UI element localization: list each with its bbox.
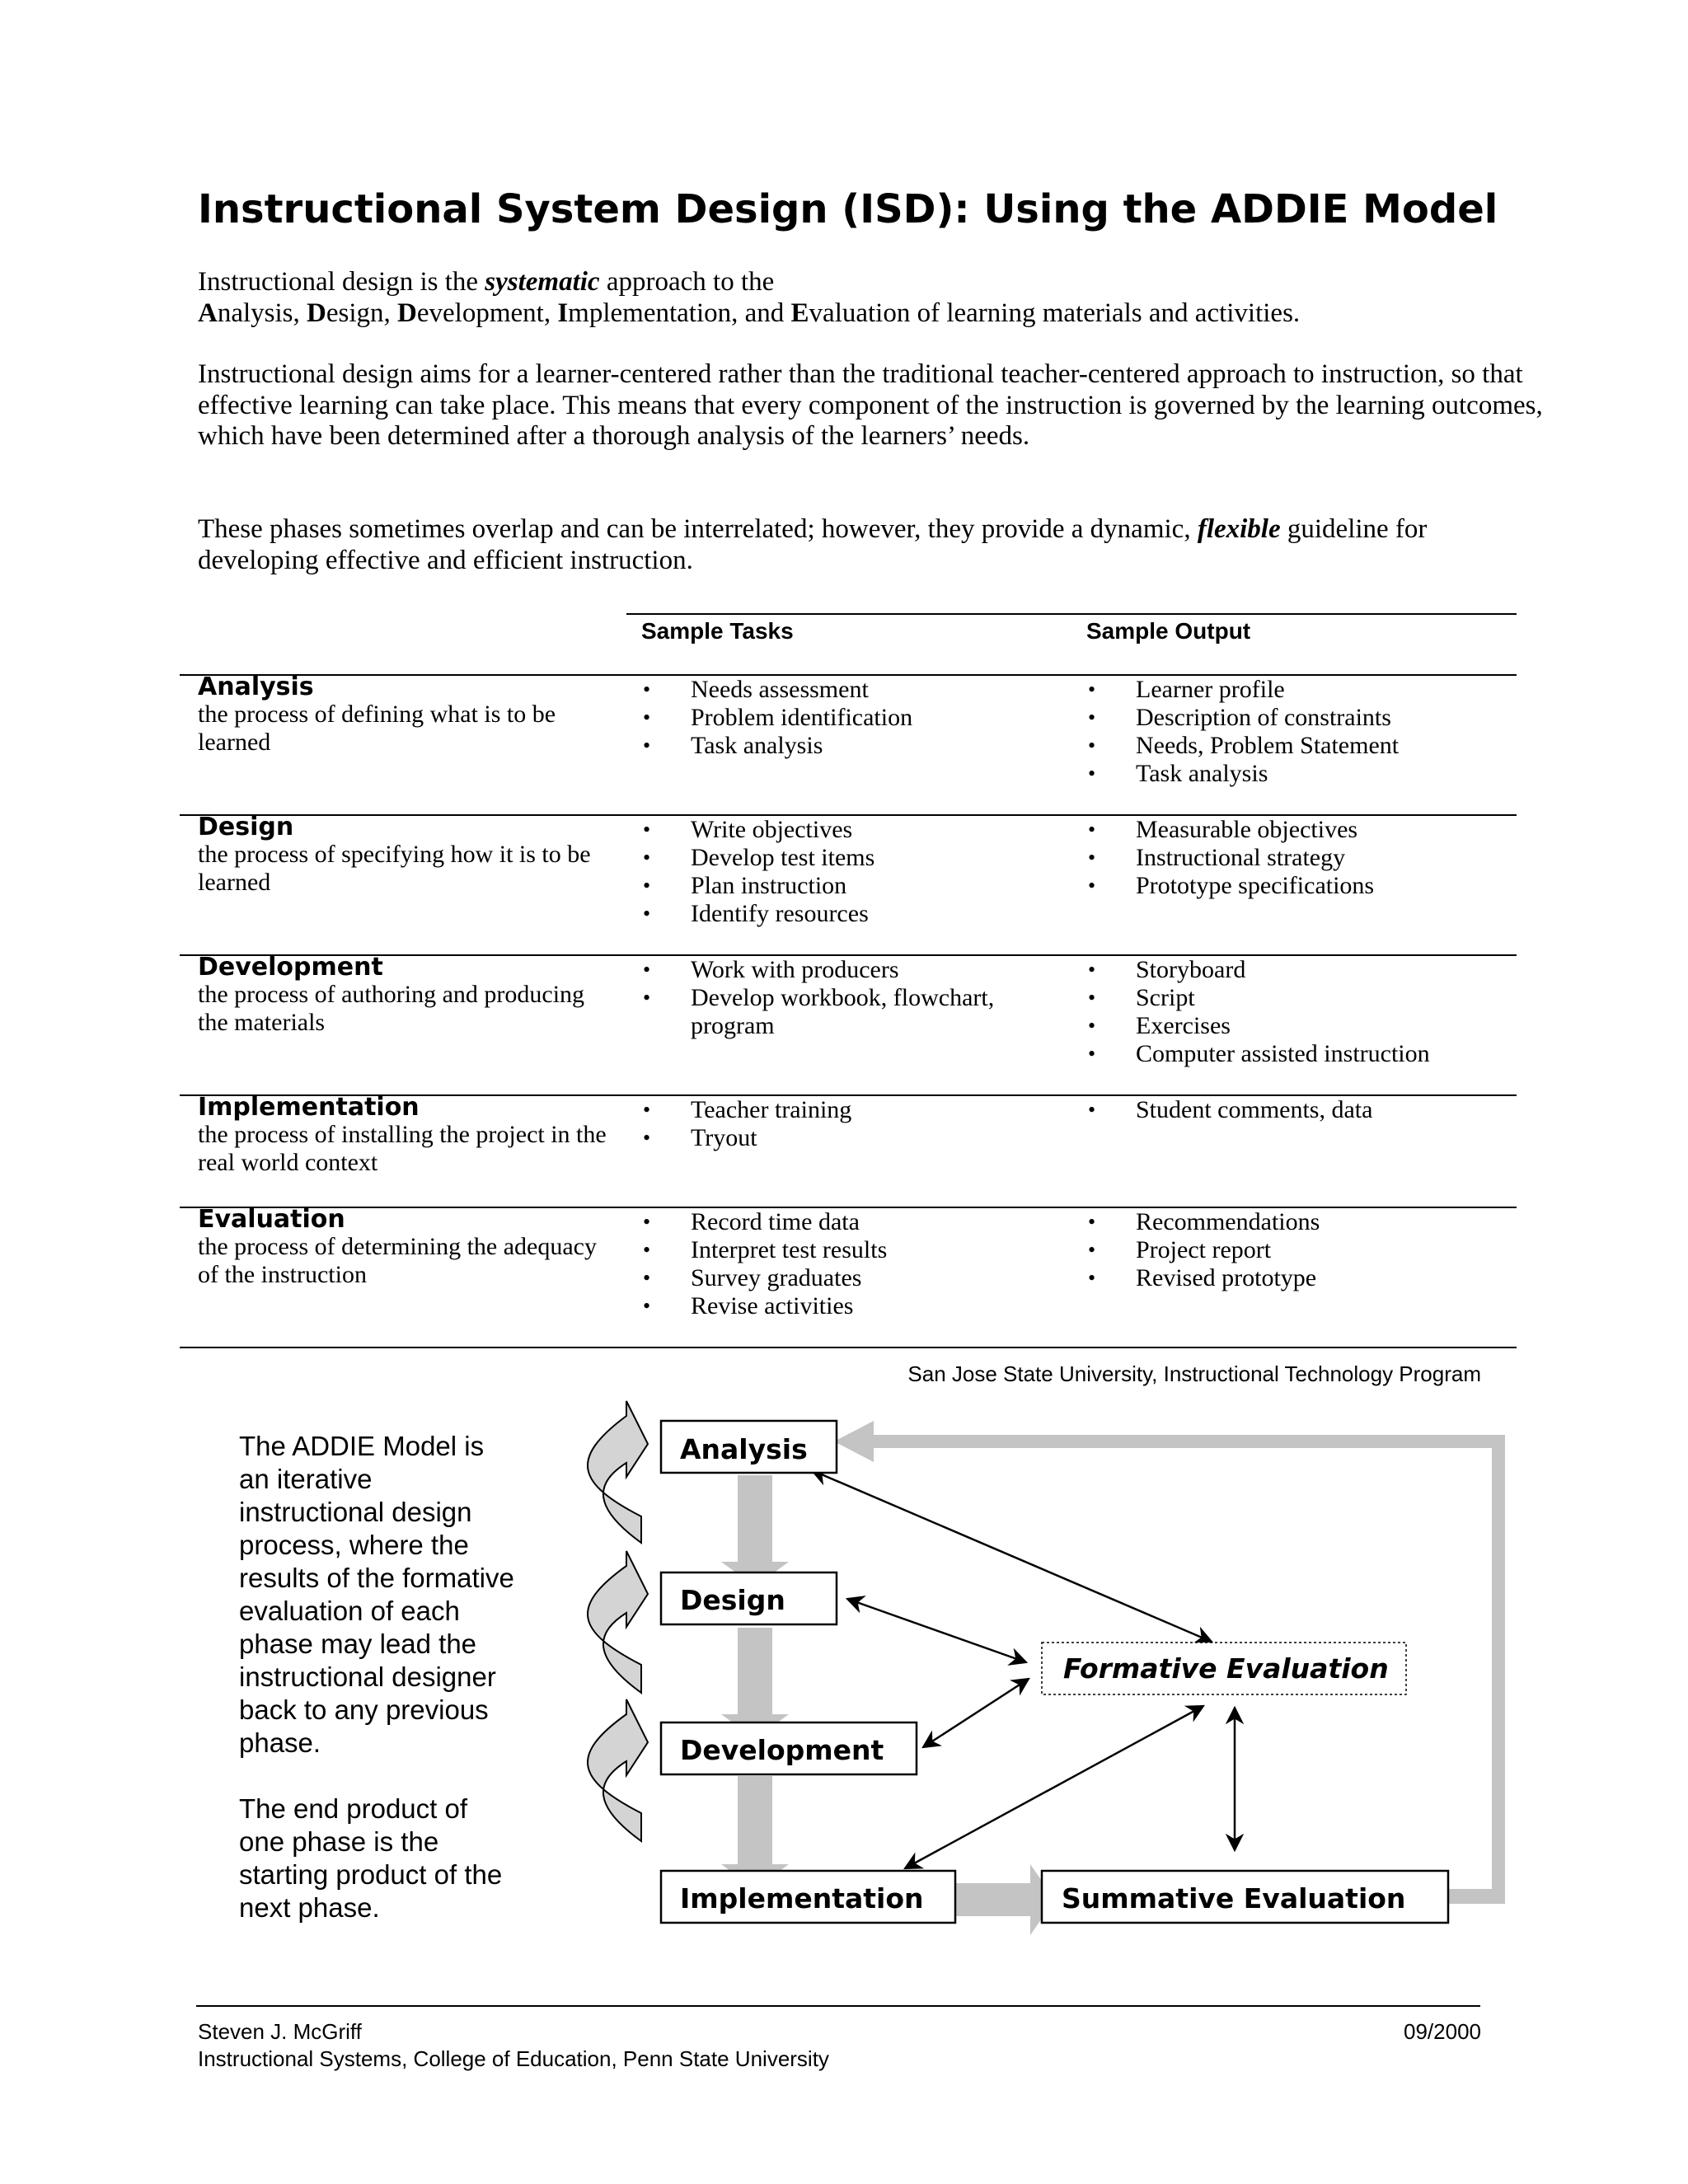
phase-name-evaluation: Evaluation (198, 1205, 345, 1234)
list-item: • Survey graduates (641, 1264, 1053, 1292)
curved-arrow-icon (588, 1699, 648, 1841)
intro-text: Instructional design is the (198, 267, 485, 297)
addie-word: nalysis, (217, 298, 307, 328)
column-header-tasks: Sample Tasks (641, 618, 794, 644)
list-item: • Task analysis (1086, 760, 1515, 788)
phase-flow-arrows (721, 1475, 1055, 1935)
list-item: • Needs, Problem Statement (1086, 732, 1515, 760)
list-item: • Identify resources (641, 900, 1053, 928)
page-title: Instructional System Design (ISD): Using the ADDIE Model (198, 186, 1498, 232)
curved-arrow-icon (588, 1401, 648, 1543)
intro-text: guideline for developing effective and efficient instruction. (198, 514, 1428, 575)
list-item: • Description of constraints (1086, 704, 1515, 732)
list-item: • Exercises (1086, 1012, 1515, 1040)
phase-desc-design: the process of specifying how it is to be learned (198, 841, 591, 896)
box-label-implementation: Implementation (680, 1882, 924, 1915)
addie-word: esign, (326, 298, 398, 328)
list-item: • Revise activities (641, 1292, 1053, 1320)
list-item: • Revised prototype (1086, 1264, 1515, 1292)
emphasis-systematic: systematic (485, 267, 600, 297)
addie-letter: A (198, 298, 218, 328)
link-development-formative (923, 1679, 1029, 1747)
list-item: • Work with producers (641, 956, 1037, 984)
box-label-analysis: Analysis (680, 1433, 808, 1465)
box-formative-evaluation (1042, 1643, 1406, 1694)
right-arrow-icon (948, 1864, 1055, 1935)
box-development (661, 1722, 917, 1774)
phase-desc-evaluation: the process of determining the adequacy of the instruction (198, 1233, 597, 1288)
list-item: • Task analysis (641, 732, 1053, 760)
list-item: • Script (1086, 984, 1515, 1012)
list-item: • Measurable objectives (1086, 816, 1515, 844)
explanation-paragraph-2: The end product of one phase is the starting product of the next phase. (239, 1793, 503, 1923)
addie-letter: I (557, 298, 569, 328)
box-design (661, 1572, 837, 1624)
addie-letter: E (790, 298, 809, 328)
box-analysis (661, 1421, 837, 1473)
list-item: • Recommendations (1086, 1208, 1515, 1236)
curved-arrow-icon (588, 1551, 648, 1693)
list-item: • Storyboard (1086, 956, 1515, 984)
list-item: • Develop workbook, flowchart, program (641, 984, 1037, 1040)
list-item: • Instructional strategy (1086, 844, 1515, 872)
table-source: San Jose State University, Instructional Technology Program (907, 1361, 1481, 1386)
list-item: • Plan instruction (641, 872, 1053, 900)
phase-desc-implementation: the process of installing the project in the real world context (198, 1121, 607, 1176)
list-item: • Problem identification (641, 704, 1053, 732)
footer-author: Steven J. McGriff (198, 2019, 362, 2044)
list-item: • Tryout (641, 1124, 1053, 1152)
list-item: • Student comments, data (1086, 1096, 1515, 1124)
box-label-formative: Formative Evaluation (1063, 1652, 1389, 1685)
addie-word: evelopment, (416, 298, 558, 328)
footer-department: Instructional Systems, College of Education, Penn State University (198, 2046, 829, 2071)
footer-date: 09/2000 (1404, 2019, 1481, 2044)
addie-word: valuation of learning materials and activities. (809, 298, 1301, 328)
box-implementation (661, 1871, 955, 1923)
list-item: • Record time data (641, 1208, 1053, 1236)
list-item: • Needs assessment (641, 676, 1053, 704)
emphasis-flexible: flexible (1197, 514, 1281, 544)
loop-back-arrows (588, 1401, 648, 1841)
footer-rule (196, 2005, 1480, 2007)
explanation-paragraph-1: The ADDIE Model is an iterative instructional design process, where the results of the formative evaluation of each phase may lead the instructional designer back to any previous phase. (239, 1431, 514, 1758)
intro-text: approach to the (599, 267, 775, 297)
list-item: • Learner profile (1086, 676, 1515, 704)
box-label-design: Design (680, 1584, 785, 1616)
phase-name-design: Design (198, 813, 294, 841)
phase-desc-analysis: the process of defining what is to be learned (198, 701, 556, 756)
list-item: • Interpret test results (641, 1236, 1053, 1264)
column-header-output: Sample Output (1086, 618, 1251, 644)
feedback-line (857, 1435, 1505, 1448)
box-summative-evaluation (1042, 1871, 1448, 1923)
list-item: • Project report (1086, 1236, 1515, 1264)
addie-word: mplementation, and (568, 298, 791, 328)
feedback-line (1492, 1438, 1505, 1904)
phase-name-development: Development (198, 953, 383, 982)
link-analysis-formative (812, 1470, 1212, 1642)
intro-text: These phases sometimes overlap and can be interrelated; however, they provide a dynamic, (198, 514, 1198, 544)
phase-name-implementation: Implementation (198, 1093, 420, 1122)
list-item: • Prototype specifications (1086, 872, 1515, 900)
list-item: • Teacher training (641, 1096, 1053, 1124)
list-item: • Develop test items (641, 844, 1053, 872)
list-item: • Computer assisted instruction (1086, 1040, 1515, 1068)
intro-paragraph-2: Instructional design aims for a learner-centered rather than the traditional teacher-centered approach to instruction, so that effective learning can take place. This means that every component of the instruction is governed by the learning outcomes, which have been determined after a thorough analysis of the learners’ needs. (198, 359, 1543, 451)
down-arrow-icon (721, 1475, 789, 1586)
addie-letter: D (397, 298, 417, 328)
addie-letter: D (307, 298, 326, 328)
box-label-summative: Summative Evaluation (1062, 1882, 1406, 1915)
phase-desc-development: the process of authoring and producing the materials (198, 981, 585, 1036)
phase-name-analysis: Analysis (198, 673, 314, 701)
box-label-development: Development (680, 1734, 884, 1766)
link-design-formative (847, 1599, 1026, 1662)
left-arrow-icon (834, 1421, 874, 1462)
list-item: • Write objectives (641, 816, 1053, 844)
